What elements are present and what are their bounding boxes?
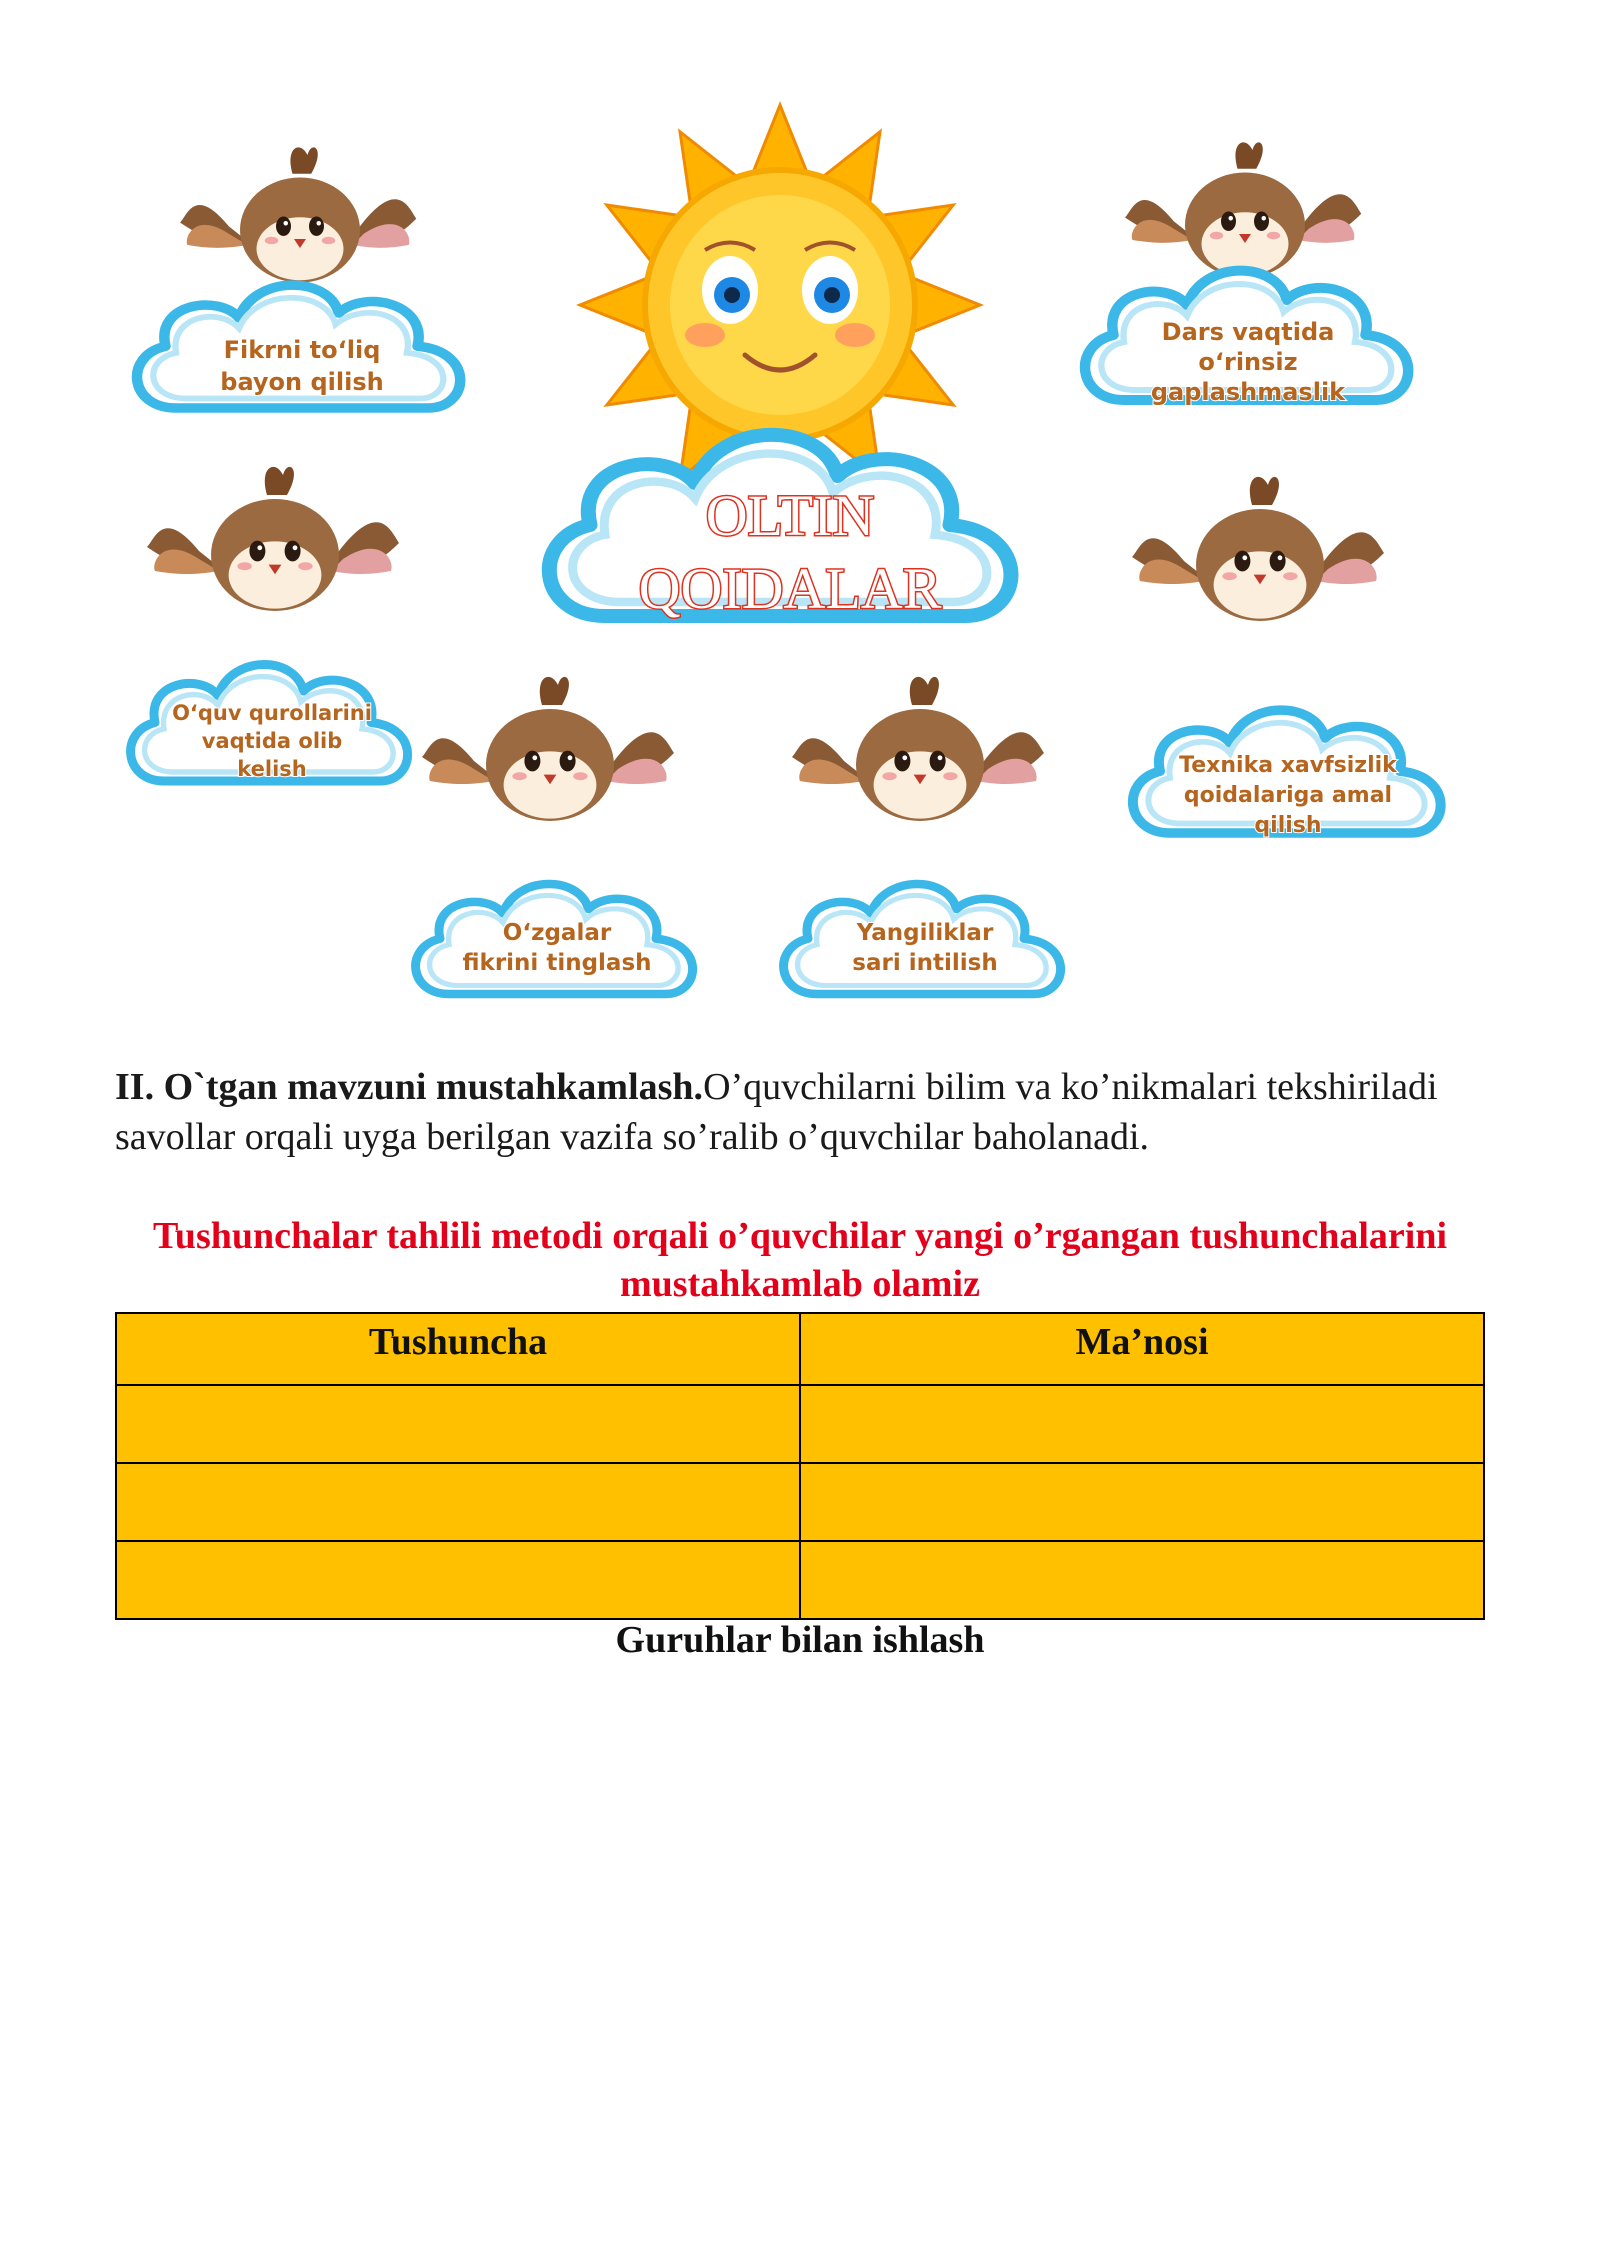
rule-1-line-2: bayon qilish (220, 368, 384, 396)
poster-title-line1: OLTIN (705, 483, 875, 548)
rule-5-line-2: fikrini tinglash (462, 950, 652, 976)
concept-cell (116, 1385, 800, 1463)
svg-text:Fikrni to‘liq (224, 336, 381, 364)
bird-illustration-mid-right (1132, 477, 1384, 621)
concept-cell (116, 1541, 800, 1619)
svg-text:vaqtida olib (202, 729, 343, 753)
rule-3-line-3: kelish (237, 757, 307, 781)
bird-illustration-bottom-right (792, 677, 1044, 821)
rule-2-line-1: Dars vaqtida (1161, 318, 1335, 346)
rule-2-line-3: gaplashmaslik (1150, 378, 1346, 406)
rule-5-line-1: O‘zgalar (502, 920, 612, 946)
method-title: Tushunchalar tahlili metodi orqali o’quvchilar yangi o’rgangan tushunchalarini mustahkamlab olamiz (152, 1215, 1448, 1305)
svg-text:Dars vaqtida (1162, 318, 1335, 346)
rule-cloud-6 (784, 884, 1061, 994)
rule-6-line-2: sari intilish (852, 950, 998, 976)
rule-cloud-1 (137, 285, 460, 408)
rule-cloud-5 (416, 884, 693, 994)
header-concept: Tushuncha (116, 1313, 800, 1385)
svg-text:gaplashmaslik (1151, 378, 1346, 406)
bird-illustration-mid-left (147, 467, 399, 611)
section-body: O’quvchilarni bilim va ko’nikmalari tekshiriladi savollar orqali uyga berilgan vazifa so’ralib o’quvchilar baholanadi. (115, 1066, 1438, 1158)
header-meaning: Ma’nosi (800, 1313, 1484, 1385)
review-section (115, 1062, 1485, 1162)
svg-text:qilish (1254, 813, 1321, 838)
rule-4-line-2: qoidalariga amal (1183, 783, 1393, 808)
bird-illustration-bottom-left (422, 677, 674, 821)
rule-cloud-3 (131, 665, 408, 781)
rule-cloud-4 (1133, 710, 1441, 838)
svg-text:fikrini tinglash (462, 950, 651, 976)
table-row (116, 1541, 1484, 1619)
svg-text:O‘zgalar (503, 920, 612, 946)
section-heading: II. O`tgan mavzuni mustahkamlash. (115, 1066, 704, 1108)
bird-illustration-top-right (1125, 142, 1361, 277)
rule-2-line-2: o‘rinsiz (1198, 348, 1298, 376)
meaning-cell (800, 1385, 1484, 1463)
rule-4-line-1: Texnika xavfsizlik (1179, 753, 1397, 778)
svg-text:Texnika xavfsizlik (1179, 753, 1398, 778)
bird-illustration-top-left (180, 147, 416, 282)
svg-text:O‘quv qurollarini (172, 701, 372, 725)
rule-3-line-1: O‘quv qurollarini (172, 701, 372, 725)
svg-text:bayon qilish (220, 368, 383, 396)
rule-3-line-2: vaqtida olib (201, 729, 343, 753)
group-work-heading: Guruhlar bilan ishlash (615, 1619, 985, 1661)
golden-rules-poster (0, 0, 1600, 1040)
table-row (116, 1463, 1484, 1541)
svg-text:qoidalariga amal (1184, 783, 1392, 808)
poster-title-line2: QOIDALAR (638, 556, 942, 621)
svg-text:Yangiliklar (856, 920, 994, 946)
svg-text:sari intilish (852, 950, 997, 976)
concept-analysis-table (115, 1312, 1485, 1620)
table-row (116, 1385, 1484, 1463)
svg-text:kelish (237, 757, 307, 781)
rule-6-line-1: Yangiliklar (856, 920, 994, 946)
svg-text:o‘rinsiz (1198, 348, 1297, 376)
meaning-cell (800, 1541, 1484, 1619)
rule-1-line-1: Fikrni to‘liq (223, 336, 381, 364)
rule-4-line-3: qilish (1254, 813, 1322, 838)
meaning-cell (800, 1463, 1484, 1541)
concept-cell (116, 1463, 800, 1541)
rule-cloud-2 (1085, 271, 1408, 406)
